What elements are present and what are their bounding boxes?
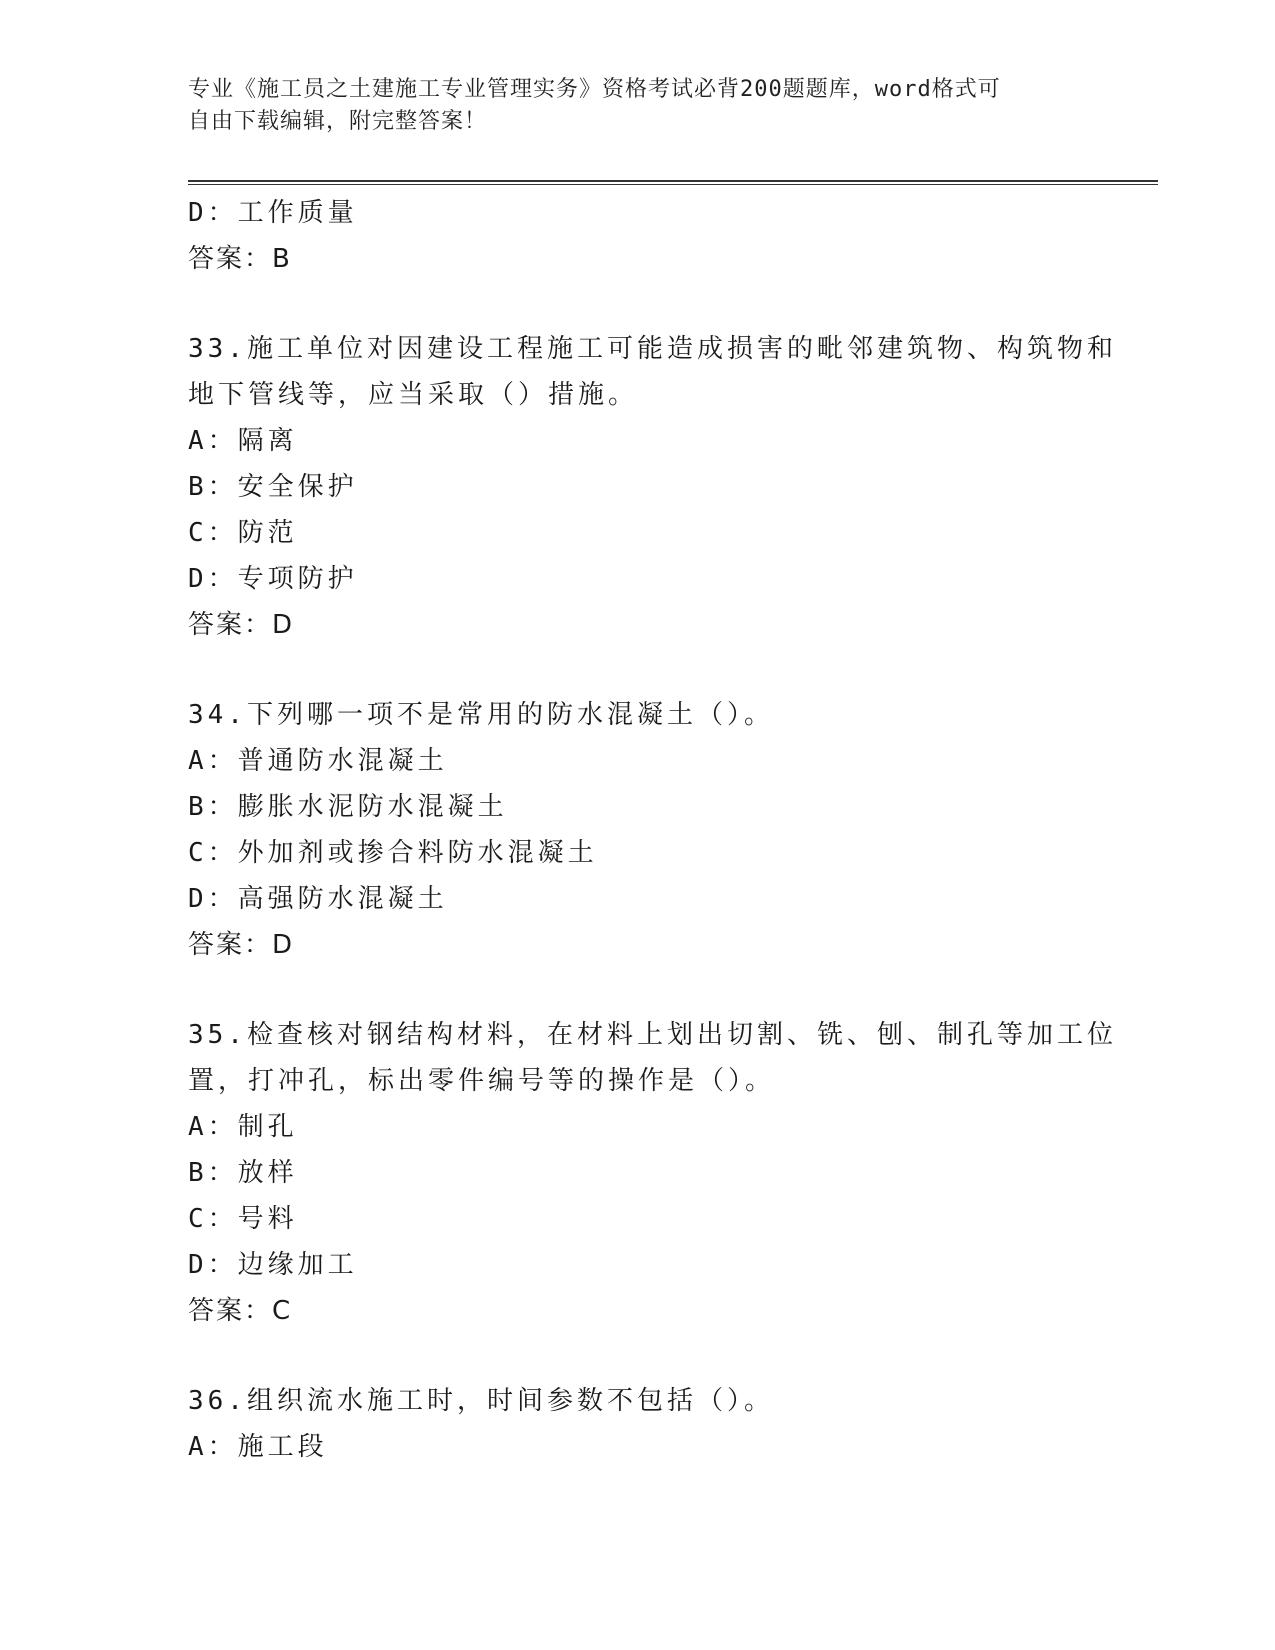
prev-option-d: D：工作质量	[188, 198, 358, 228]
option-b: B：放样	[188, 1158, 298, 1188]
header-line-2: 自由下载编辑，附完整答案！	[188, 109, 488, 134]
question-stem-line: 地下管线等，应当采取（）措施。	[188, 380, 639, 410]
question-stem-line: 置，打冲孔，标出零件编号等的操作是（）。	[188, 1066, 776, 1096]
option-d: D：边缘加工	[188, 1250, 358, 1280]
answer: 答案：D	[188, 610, 295, 640]
header-line-1: 专业《施工员之土建施工专业管理实务》资格考试必背200题题库，word格式可	[188, 77, 1001, 102]
option-a: A：施工段	[188, 1432, 328, 1462]
question-34	[188, 692, 1088, 968]
option-b: B：安全保护	[188, 472, 358, 502]
question-35	[188, 1012, 1117, 1334]
header-divider-top	[188, 180, 1158, 182]
document-header	[188, 74, 1088, 138]
option-c: C：防范	[188, 518, 298, 548]
question-33	[188, 326, 1117, 648]
question-stem-line: 34.下列哪一项不是常用的防水混凝土（）。	[188, 700, 774, 730]
spacer	[188, 648, 1088, 692]
option-a: A：制孔	[188, 1112, 298, 1142]
spacer	[188, 1334, 1088, 1378]
question-36	[188, 1378, 1088, 1470]
option-b: B：膨胀水泥防水混凝土	[188, 792, 508, 822]
header-divider-bottom	[188, 184, 1158, 185]
option-d: D：专项防护	[188, 564, 358, 594]
option-a: A：隔离	[188, 426, 298, 456]
answer: 答案：C	[188, 1296, 293, 1326]
question-stem-line: 33.施工单位对因建设工程施工可能造成损害的毗邻建筑物、构筑物和	[188, 334, 1117, 364]
option-c: C：号料	[188, 1204, 298, 1234]
question-list	[188, 190, 1117, 1470]
spacer	[188, 968, 1088, 1012]
spacer	[188, 282, 1088, 326]
answer: 答案：D	[188, 930, 295, 960]
prev-answer: 答案：B	[188, 244, 292, 274]
option-c: C：外加剂或掺合料防水混凝土	[188, 838, 598, 868]
option-a: A：普通防水混凝土	[188, 746, 448, 776]
question-stem-line: 35.检查核对钢结构材料，在材料上划出切割、铣、刨、制孔等加工位	[188, 1020, 1117, 1050]
question-stem-line: 36.组织流水施工时，时间参数不包括（）。	[188, 1386, 774, 1416]
option-d: D：高强防水混凝土	[188, 884, 448, 914]
